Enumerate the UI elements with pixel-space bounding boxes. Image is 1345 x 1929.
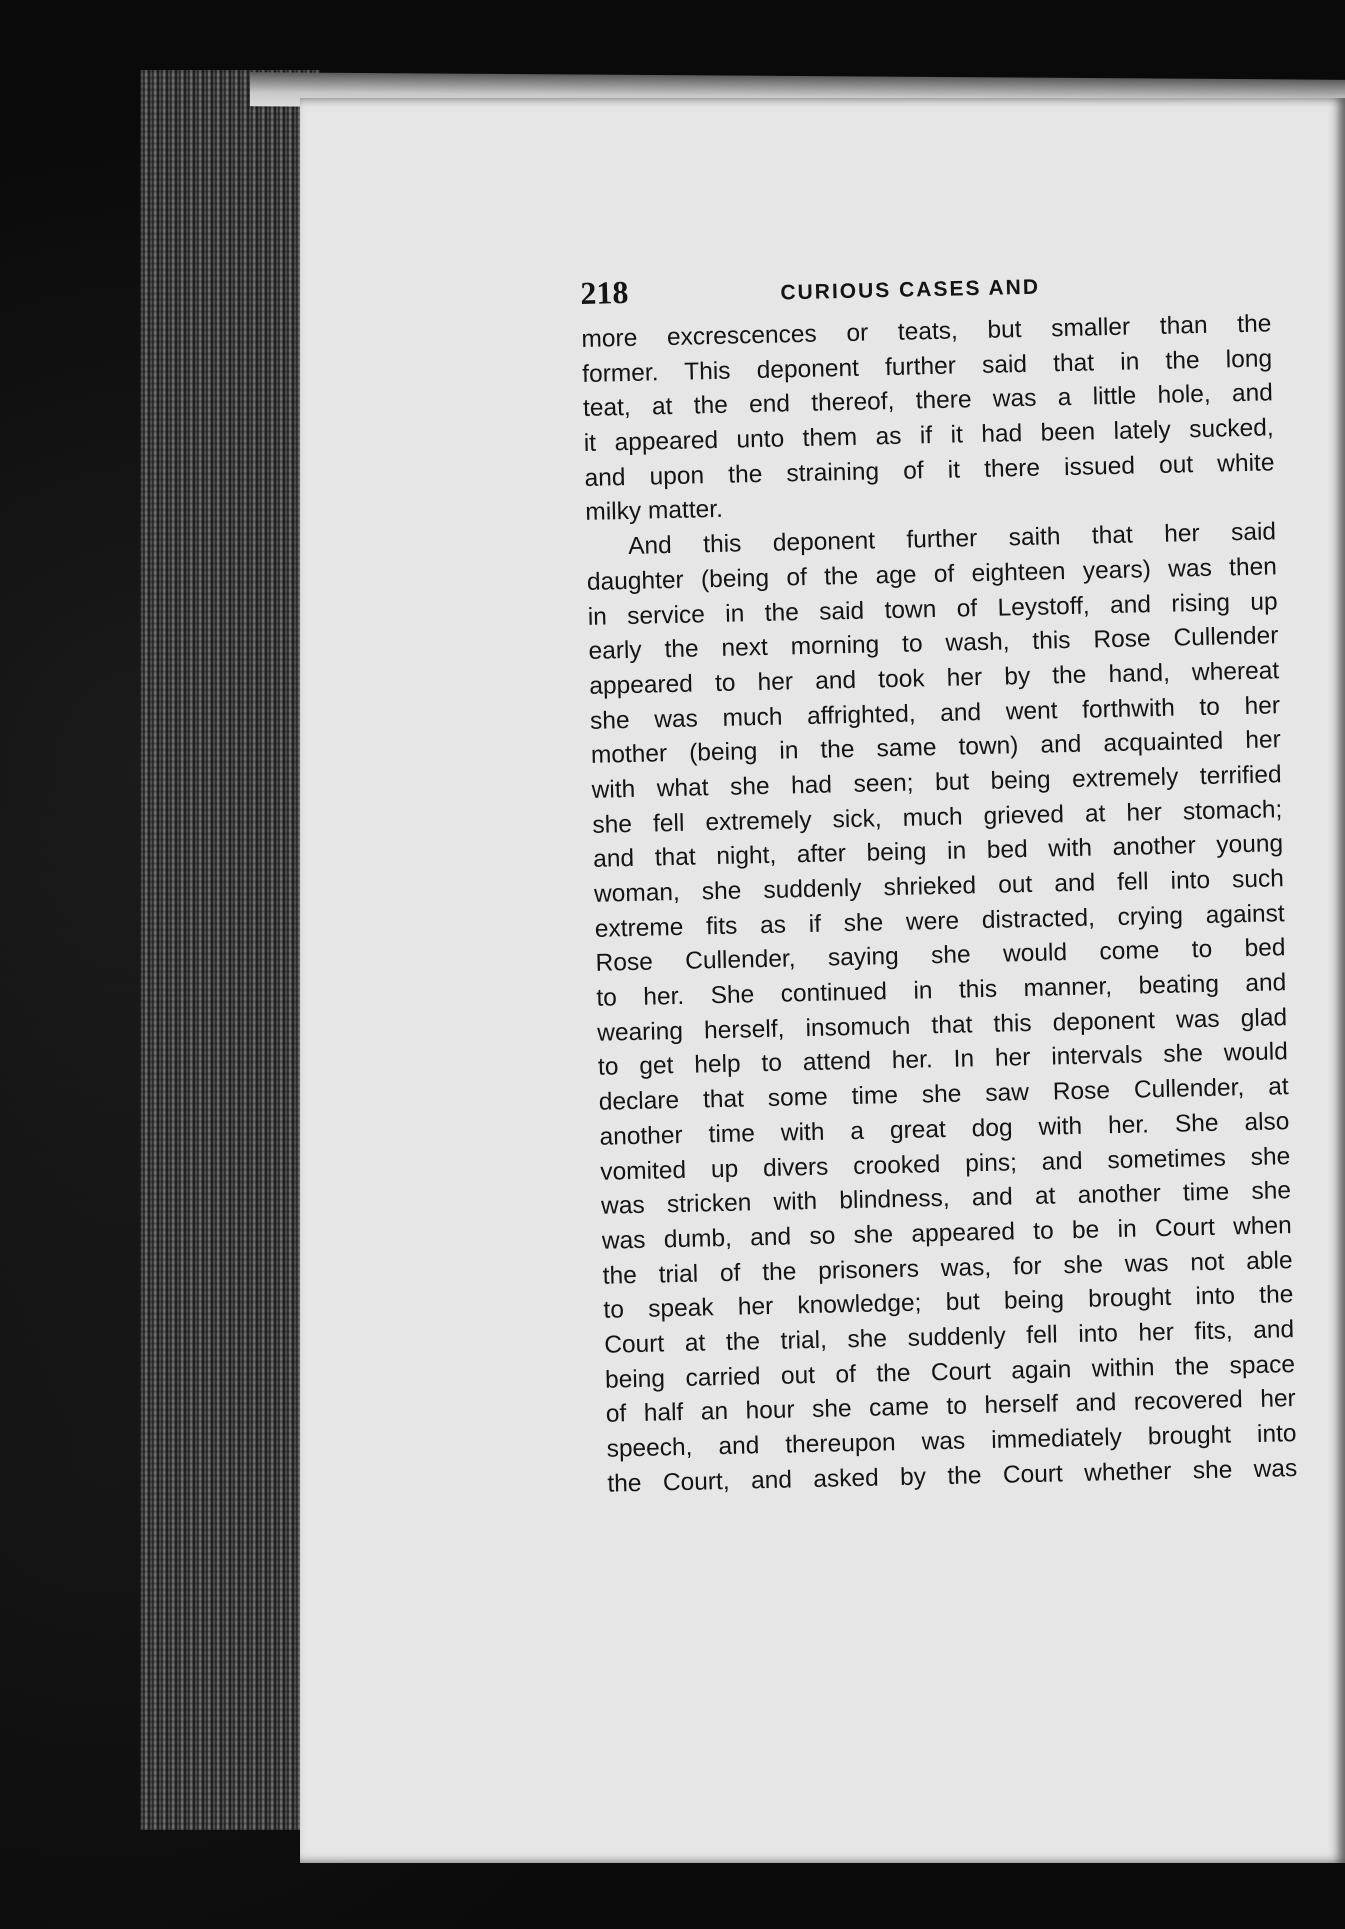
text-line: milky matter. [585, 496, 724, 527]
text-line: extreme fits as if she were distracted, crying against [594, 899, 1285, 943]
text-line: early the next morning to wash, this Rose Cullender [588, 622, 1279, 666]
text-line: the trial of the prisoners was, for she was not able [602, 1246, 1293, 1290]
text-line: speech, and thereupon was immediately brought into [606, 1420, 1297, 1463]
text-line: she fell extremely sick, much grieved at her stomach; [592, 795, 1283, 839]
text-line: with what she had seen; but being extremely terrified [591, 761, 1282, 804]
text-line: to speak her knowledge; but being brought into the [603, 1281, 1294, 1324]
text-line: former. This deponent further said that in the long [581, 345, 1273, 388]
text-line: Court at the trial, she suddenly fell into her fits, and [603, 1316, 1295, 1359]
text-line: daughter (being of the age of eighteen years) was then [586, 553, 1278, 596]
text-line: to her. She continued in this manner, beating and [596, 969, 1287, 1012]
page-content [580, 259, 1298, 1502]
body-text [581, 307, 1298, 1502]
text-line: vomited up divers crooked pins; and sometimes she [600, 1142, 1291, 1186]
text-line: appeared to her and took her by the hand, whereat [589, 657, 1280, 700]
page-number: 218 [580, 273, 629, 311]
text-line: in service in the said town of Leystoff, and rising up [587, 587, 1278, 631]
text-line: being carried out of the Court again within the space [604, 1350, 1296, 1394]
text-line: of half an hour she came to herself and recovered her [605, 1385, 1296, 1429]
text-line: And this deponent further saith that her said [627, 518, 1277, 561]
book-edge-shading [140, 70, 320, 1830]
text-line: was dumb, and so she appeared to be in Court when [601, 1211, 1293, 1255]
text-line: mother (being in the same town) and acquainted her [590, 726, 1282, 770]
text-line: and upon the straining of it there issued out white [584, 449, 1275, 492]
text-line: Rose Cullender, saying she would come to bed [595, 934, 1286, 978]
text-line: another time with a great dog with her. She also [599, 1107, 1290, 1151]
text-line: was stricken with blindness, and at another time she [600, 1177, 1292, 1220]
text-line: it appeared unto them as if it had been lately sucked, [583, 414, 1274, 458]
text-line: teat, at the end thereof, there was a little hole, and [582, 379, 1274, 423]
text-line: woman, she suddenly shrieked out and fell into such [593, 865, 1285, 908]
text-line: wearing herself, insomuch that this deponent was glad [596, 1003, 1288, 1047]
text-line: and that night, after being in bed with another young [592, 830, 1284, 874]
text-line: the Court, and asked by the Court whether she was [607, 1454, 1298, 1498]
text-line: more excrescences or teats, but smaller than the [581, 310, 1272, 353]
text-line: to get help to attend her. In her intervals she would [597, 1038, 1289, 1082]
text-line: declare that some time she saw Rose Cullender, at [598, 1073, 1289, 1116]
running-head: CURIOUS CASES AND [780, 275, 1041, 305]
text-line: she was much affrighted, and went forthwith to her [589, 691, 1281, 735]
